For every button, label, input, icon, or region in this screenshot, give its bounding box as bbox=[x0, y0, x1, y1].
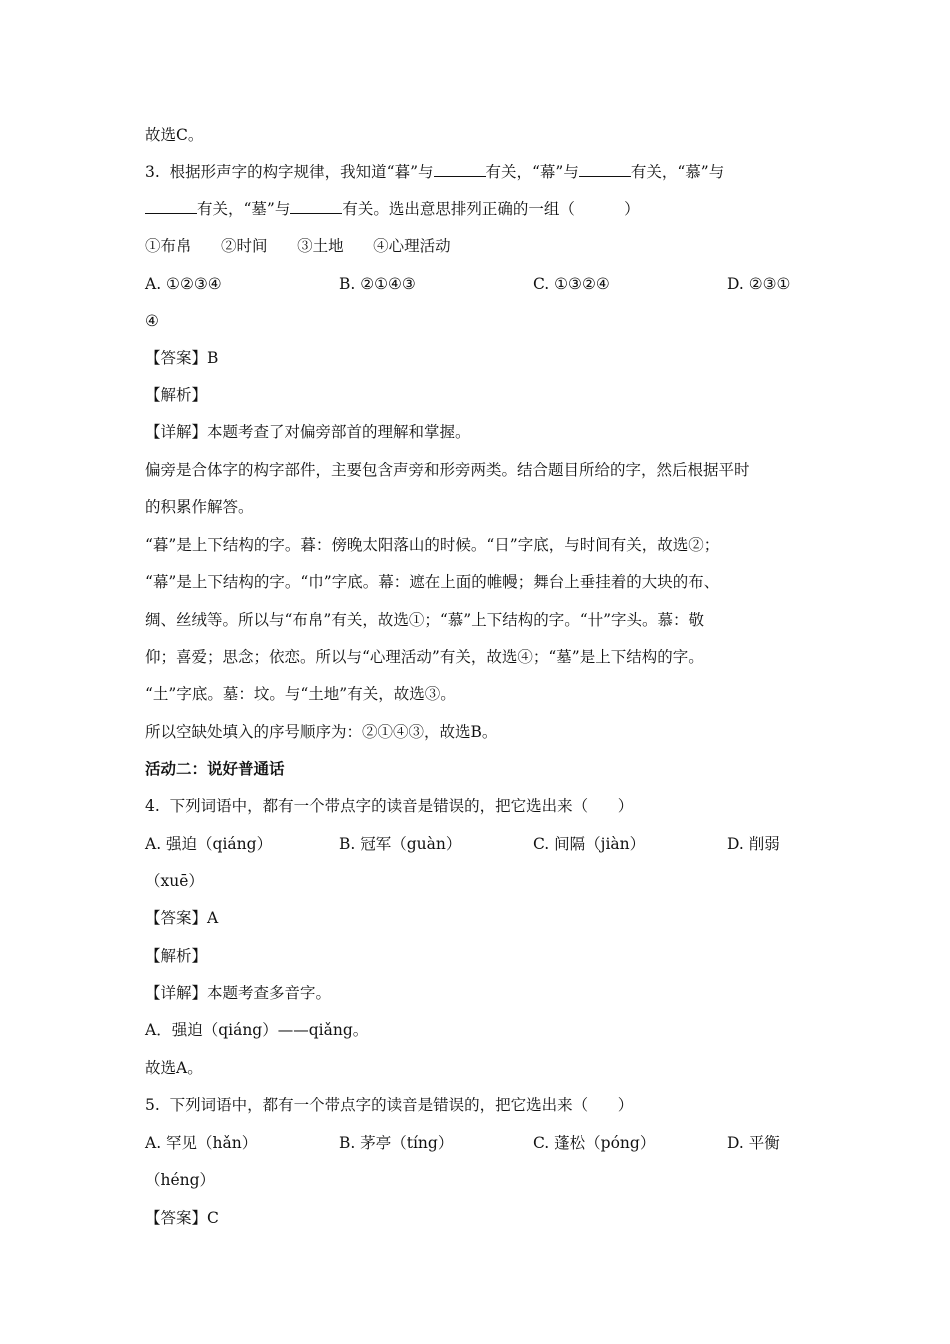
option-d-wrap: （héng） bbox=[145, 1171, 216, 1189]
option-c: C. 蓬松（póng） bbox=[533, 1134, 656, 1152]
paragraph-line: 仰；喜爱；思念；依恋。所以与“心理活动”有关，故选④；“墓”是上下结构的字。 bbox=[145, 648, 704, 666]
analysis-label: 【解析】 bbox=[145, 386, 208, 404]
paragraph-line: “暮”是上下结构的字。暮：傍晚太阳落山的时候。“日”字底，与时间有关，故选②； bbox=[145, 536, 720, 554]
paragraph-line: “幕”是上下结构的字。“巾”字底。幕：遮在上面的帷幔；舞台上垂挂着的大块的布、 bbox=[145, 573, 720, 591]
option-b: B. 茅亭（tíng） bbox=[339, 1134, 454, 1152]
answer-label: 【答案】B bbox=[145, 349, 219, 367]
paragraph-line: A．强迫（qiáng）——qiǎng。 bbox=[145, 1021, 369, 1039]
detail-label: 【详解】本题考查多音字。 bbox=[145, 984, 332, 1002]
question-4-stem: 4. 下列词语中，都有一个带点字的读音是错误的，把它选出来（ ） bbox=[145, 797, 634, 815]
option-c: C. ①③②④ bbox=[533, 275, 610, 293]
text-line: 故选C。 bbox=[145, 126, 204, 144]
option-a: A. 强迫（qiáng） bbox=[145, 835, 273, 853]
answer-blank bbox=[290, 199, 342, 214]
option-d-wrap: （xuē） bbox=[145, 872, 204, 890]
text-segment: 有关，“墓”与 bbox=[197, 200, 291, 218]
paragraph-line: 所以空缺处填入的序号顺序为：②①④③，故选B。 bbox=[145, 723, 498, 741]
text-segment: 3. 根据形声字的构字规律，我知道“暮”与 bbox=[145, 163, 434, 181]
paragraph-line: 的积累作解答。 bbox=[145, 498, 254, 516]
question-3-stem-line2 bbox=[145, 199, 640, 219]
option-d: D. 削弱 bbox=[727, 835, 780, 853]
paragraph-line: 绸、丝绒等。所以与“布帛”有关，故选①；“慕”上下结构的字。“卄”字头。慕：敬 bbox=[145, 611, 705, 629]
detail-label: 【详解】本题考查了对偏旁部首的理解和掌握。 bbox=[145, 423, 471, 441]
option-d-wrap: ④ bbox=[145, 312, 159, 330]
answer-blank bbox=[579, 162, 631, 177]
analysis-label: 【解析】 bbox=[145, 947, 208, 965]
text-segment: 有关，“慕”与 bbox=[630, 163, 725, 181]
paragraph-line: 偏旁是合体字的构字部件，主要包含声旁和形旁两类。结合题目所给的字，然后根据平时 bbox=[145, 461, 750, 479]
question-5-stem: 5. 下列词语中，都有一个带点字的读音是错误的，把它选出来（ ） bbox=[145, 1096, 634, 1114]
paragraph-line: “土”字底。墓：坟。与“土地”有关，故选③。 bbox=[145, 685, 456, 703]
answer-label: 【答案】C bbox=[145, 1209, 219, 1227]
question-3-items: ①布帛 ②时间 ③土地 ④心理活动 bbox=[145, 237, 451, 255]
option-d: D. 平衡 bbox=[727, 1134, 780, 1152]
answer-blank bbox=[145, 199, 197, 214]
text-segment: 有关。选出意思排列正确的一组（ ） bbox=[342, 200, 640, 218]
answer-label: 【答案】A bbox=[145, 909, 219, 927]
text-segment: 有关，“幕”与 bbox=[485, 163, 579, 181]
answer-blank bbox=[434, 162, 486, 177]
option-b: B. 冠军（guàn） bbox=[339, 835, 462, 853]
option-d: D. ②③① bbox=[727, 275, 791, 293]
question-3-stem-line1 bbox=[145, 162, 724, 182]
option-b: B. ②①④③ bbox=[339, 275, 416, 293]
option-a: A. ①②③④ bbox=[145, 275, 222, 293]
paragraph-line: 故选A。 bbox=[145, 1059, 203, 1077]
section-heading: 活动二：说好普通话 bbox=[145, 760, 285, 778]
option-a: A. 罕见（hǎn） bbox=[145, 1134, 258, 1152]
option-c: C. 间隔（jiàn） bbox=[533, 835, 646, 853]
